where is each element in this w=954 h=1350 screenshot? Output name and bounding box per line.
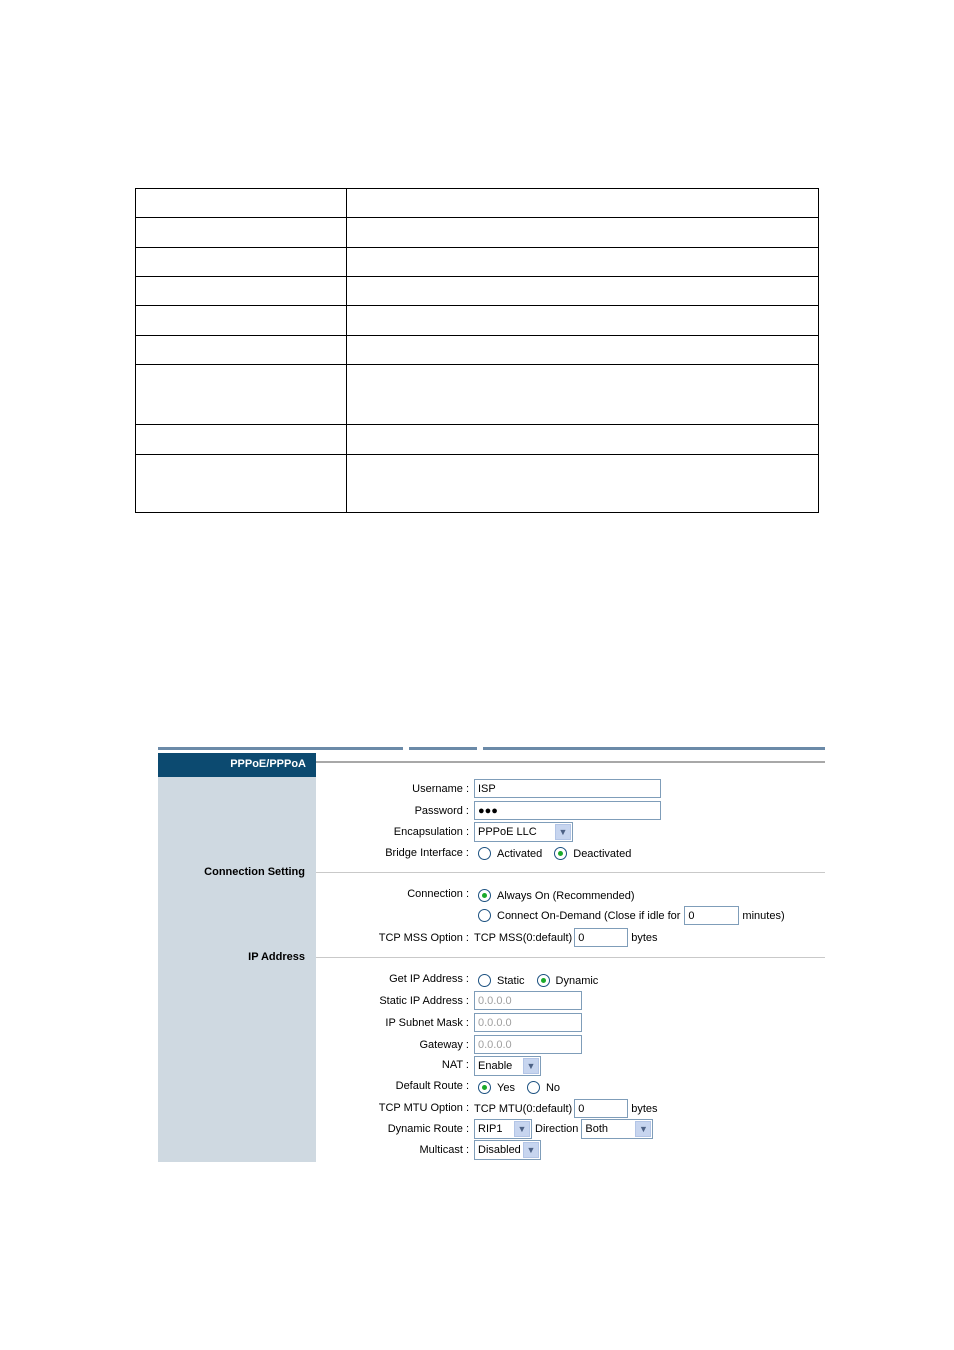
pppoe-settings-panel	[158, 747, 825, 1162]
always-on-label: Always On (Recommended)	[497, 889, 635, 902]
divider	[316, 872, 825, 873]
idle-minutes-input[interactable]	[684, 906, 739, 925]
chevron-down-icon: ▼	[523, 1058, 539, 1074]
divider	[316, 761, 825, 763]
static-ip-input[interactable]	[474, 991, 582, 1010]
get-ip-label: Get IP Address :	[389, 973, 469, 985]
encapsulation-select[interactable]	[474, 822, 573, 842]
tab-segment	[483, 747, 825, 750]
dynamic-route-label: Dynamic Route :	[387, 1123, 469, 1135]
always-on-radio[interactable]	[478, 889, 491, 902]
tcp-mtu-prefix: TCP MTU(0:default)	[474, 1102, 573, 1115]
connection-label: Connection :	[407, 888, 469, 900]
divider	[316, 957, 825, 958]
chevron-down-icon: ▼	[523, 1142, 539, 1158]
dynamic-route-select[interactable]	[474, 1119, 532, 1139]
encapsulation-label: Encapsulation :	[393, 826, 469, 838]
dynamic-route-value: RIP1	[478, 1123, 503, 1135]
sidebar	[158, 777, 316, 1162]
minutes-label: minutes)	[742, 909, 785, 922]
section-connection-setting: Connection Setting	[204, 866, 305, 878]
direction-select[interactable]	[581, 1119, 653, 1139]
document-table	[135, 188, 819, 513]
connect-on-demand-label: Connect On-Demand (Close if idle for	[497, 909, 681, 922]
dynamic-ip-option-label: Dynamic	[555, 974, 599, 987]
nat-label: NAT :	[441, 1059, 469, 1071]
tcp-mtu-input[interactable]	[574, 1099, 628, 1118]
direction-label: Direction	[535, 1123, 579, 1135]
subnet-mask-input[interactable]	[474, 1013, 582, 1032]
static-ip-radio[interactable]	[478, 974, 491, 987]
table-row	[136, 306, 819, 336]
gateway-label: Gateway :	[419, 1039, 469, 1051]
direction-value: Both	[585, 1123, 609, 1135]
default-route-no-label: No	[545, 1081, 561, 1094]
username-input[interactable]	[474, 779, 661, 798]
bridge-deactivated-radio[interactable]	[554, 847, 567, 860]
default-route-label: Default Route :	[395, 1080, 469, 1092]
tcp-mtu-unit: bytes	[631, 1102, 658, 1115]
nat-value: Enable	[478, 1060, 513, 1072]
tcp-mss-prefix: TCP MSS(0:default)	[474, 931, 573, 944]
table-row	[136, 365, 819, 424]
table-row	[136, 336, 819, 365]
default-route-no-radio[interactable]	[527, 1081, 540, 1094]
nat-select[interactable]	[474, 1056, 541, 1076]
password-label: Password :	[414, 805, 469, 817]
static-ip-option-label: Static	[497, 974, 525, 987]
tcp-mss-unit: bytes	[631, 931, 658, 944]
dynamic-ip-radio[interactable]	[537, 974, 550, 987]
subnet-mask-label: IP Subnet Mask :	[385, 1017, 469, 1029]
chevron-down-icon: ▼	[635, 1121, 651, 1137]
chevron-down-icon: ▼	[555, 824, 571, 840]
tcp-mss-label: TCP MSS Option :	[378, 932, 469, 944]
tcp-mtu-label: TCP MTU Option :	[378, 1102, 469, 1114]
table-row	[136, 248, 819, 277]
tab-segment	[409, 747, 477, 750]
table-row	[136, 424, 819, 454]
bridge-activated-radio[interactable]	[478, 847, 491, 860]
panel-header	[158, 753, 316, 777]
multicast-select[interactable]	[474, 1140, 541, 1160]
section-ip-address: IP Address	[248, 951, 305, 963]
bridge-deactivated-label: Deactivated	[573, 847, 632, 860]
tcp-mss-input[interactable]	[574, 928, 628, 947]
multicast-label: Multicast :	[419, 1144, 469, 1156]
static-ip-label: Static IP Address :	[379, 995, 469, 1007]
chevron-down-icon: ▼	[514, 1121, 530, 1137]
default-route-yes-label: Yes	[497, 1081, 515, 1094]
bridge-activated-label: Activated	[497, 847, 543, 860]
encapsulation-value: PPPoE LLC	[478, 826, 537, 838]
default-route-yes-radio[interactable]	[478, 1081, 491, 1094]
bridge-interface-label: Bridge Interface :	[385, 847, 469, 859]
panel-title: PPPoE/PPPoA	[230, 758, 306, 770]
table-row	[136, 454, 819, 512]
table-row	[136, 189, 819, 218]
tab-segment	[158, 747, 403, 750]
gateway-input[interactable]	[474, 1035, 582, 1054]
connect-on-demand-radio[interactable]	[478, 909, 491, 922]
multicast-value: Disabled	[478, 1144, 521, 1156]
table-row	[136, 218, 819, 248]
table-row	[136, 277, 819, 306]
username-label: Username :	[412, 783, 469, 795]
password-input[interactable]	[474, 801, 661, 820]
